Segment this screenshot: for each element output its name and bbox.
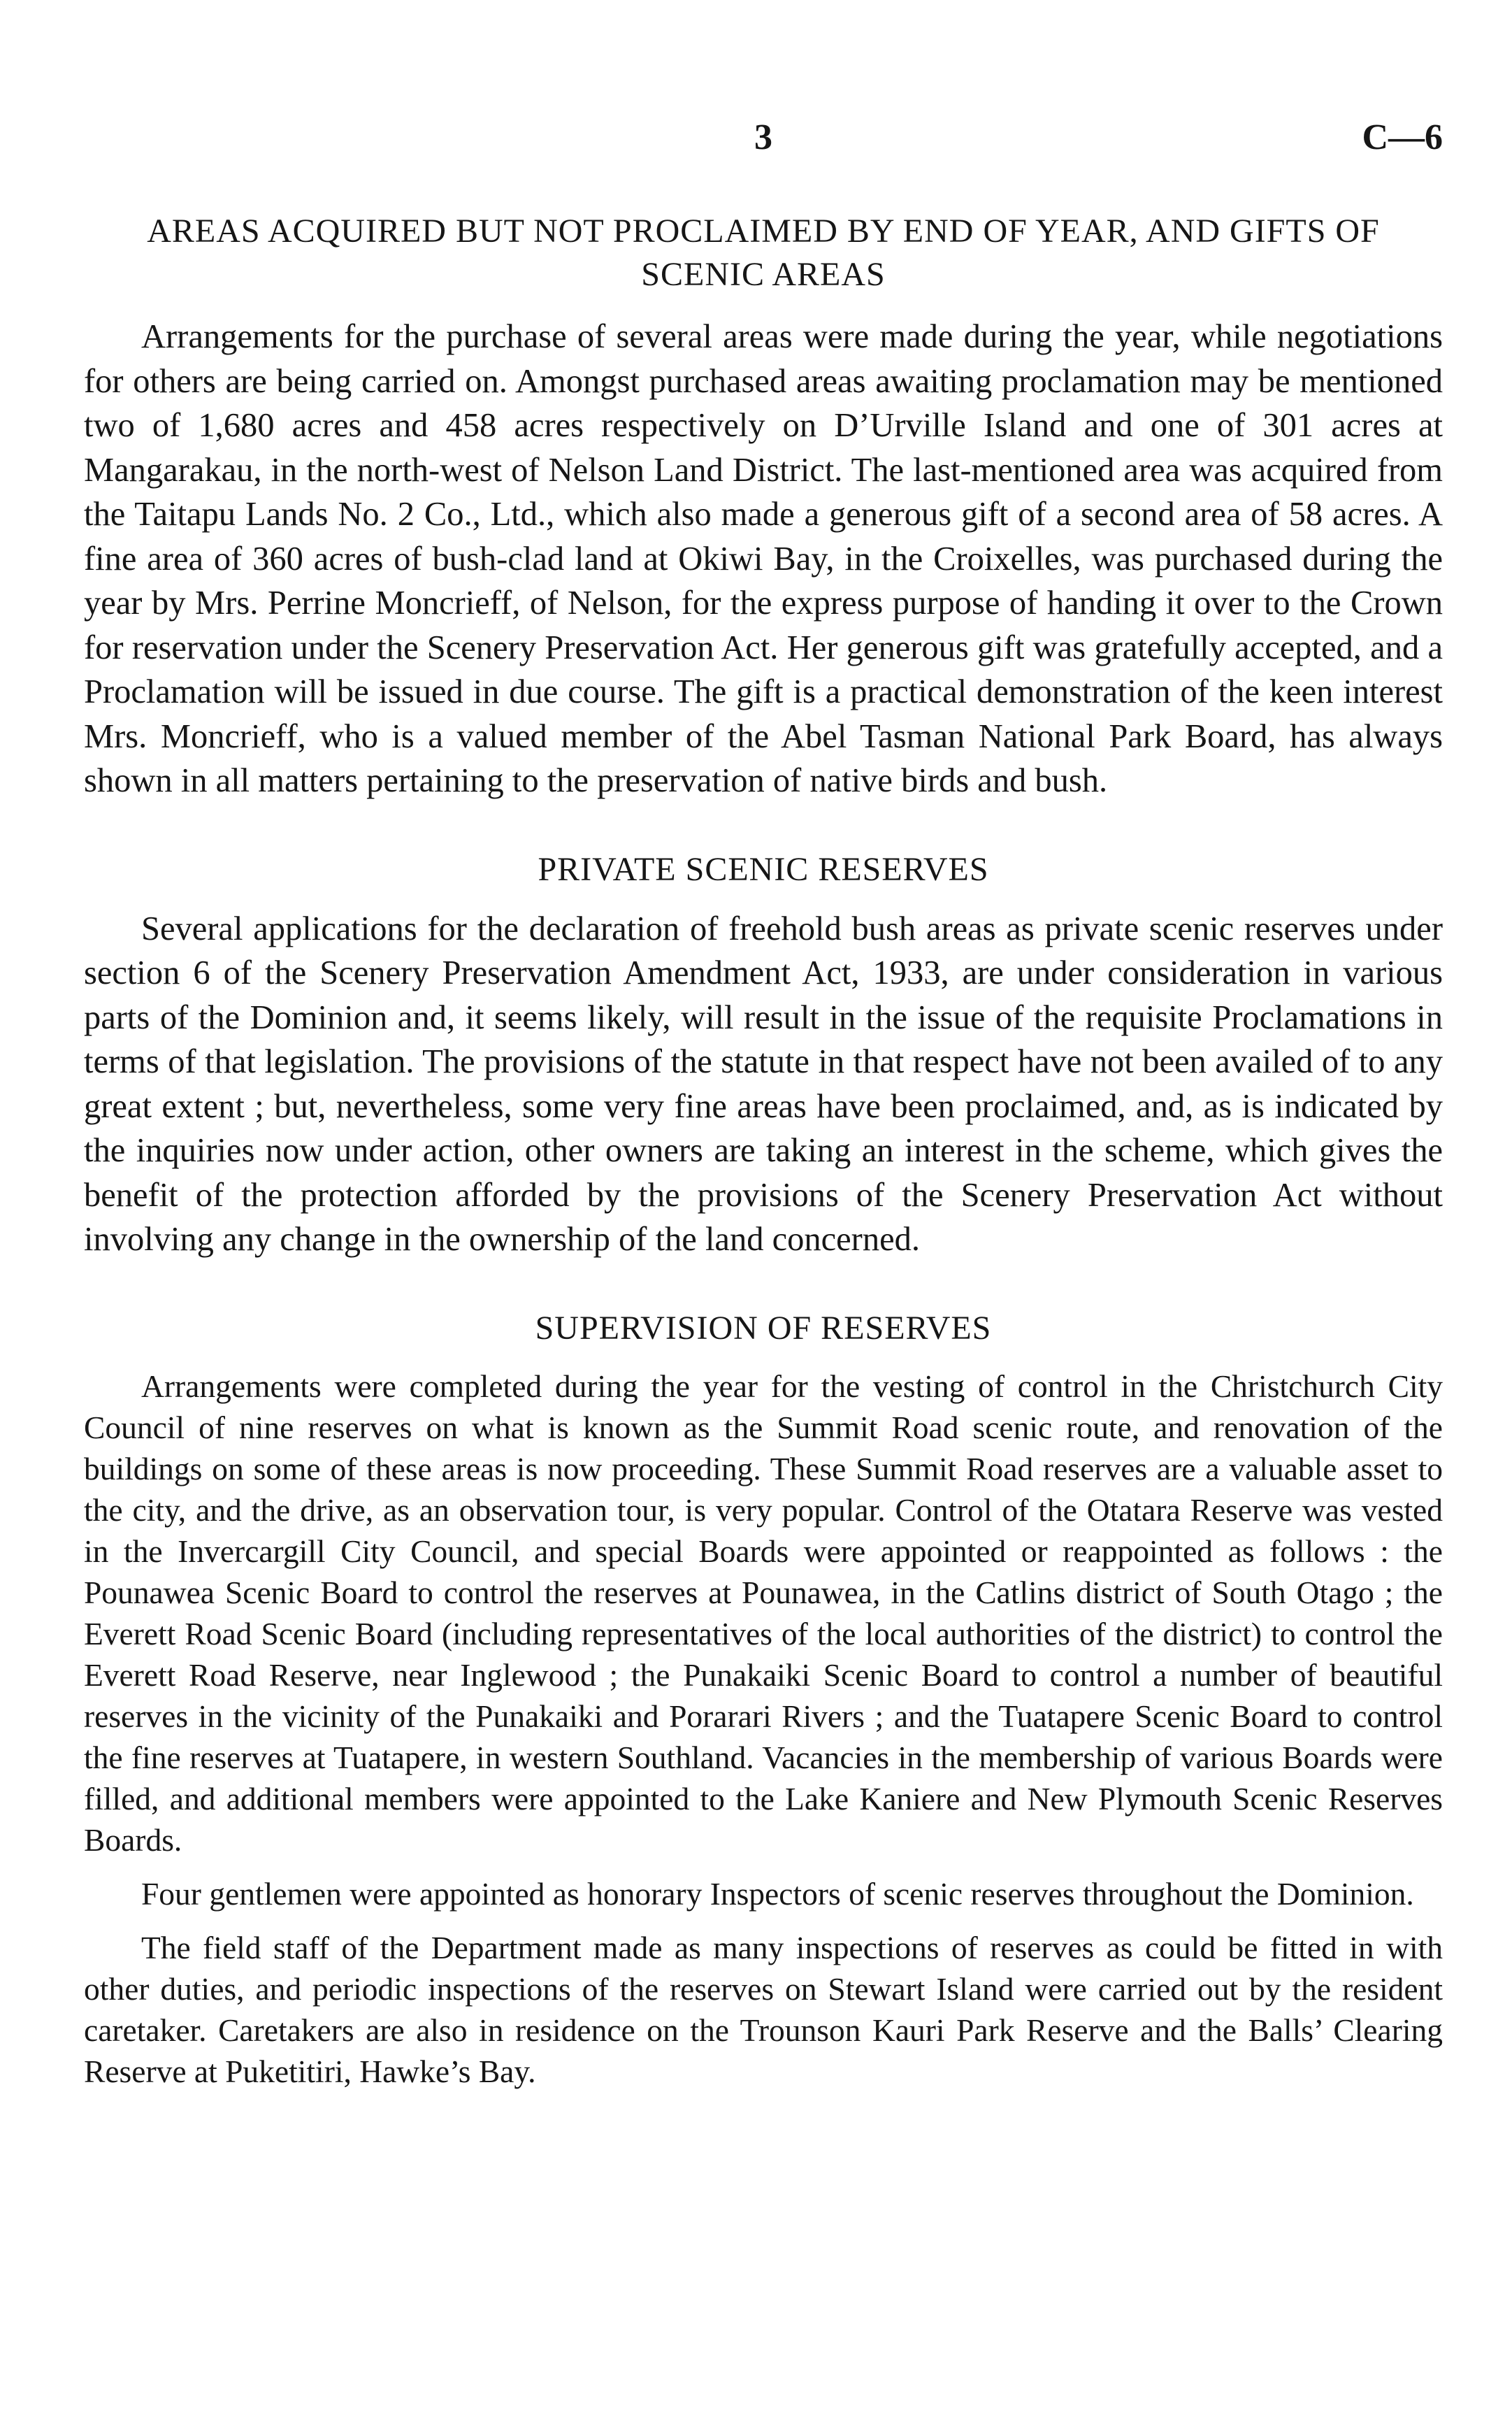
page-number: 3 <box>754 117 772 157</box>
section-areas-acquired <box>84 210 1443 803</box>
section-heading: AREAS ACQUIRED BUT NOT PROCLAIMED BY END OF YEAR, AND GIFTS OF SCENIC AREAS <box>147 213 1380 293</box>
document-code: C—6 <box>1362 117 1443 157</box>
body-paragraph: Several applications for the declaration of freehold bush areas as private scenic reserves under section 6 of the Scenery Preservation Amendment Act, 1933, are under consideration in various parts of the Dominion and, it seems likely, will result in the issue of the requisite Proclamations in terms of that legislation. The provisions of the statute in that respect have not been availed of to any great extent ; but, nevertheless, some very fine areas have been proclaimed, and, as is indicated by the inquiries now under action, other owners are taking an interest in the scheme, which gives the benefit of the protection afforded by the provisions of the Scenery Preservation Act without involving any change in the ownership of the land concerned. <box>84 910 1443 1258</box>
body-paragraph: Arrangements were completed during the year for the vesting of control in the Christchurch City Council of nine reserves on what is known as the Summit Road scenic route, and renovation of the buildings on some of these areas is now proceeding. These Summit Road reserves are a valuable asset to the city, and the drive, as an observation tour, is very popular. Control of the Otatara Reserve was vested in the Invercargill City Council, and special Boards were appointed or reappointed as follows : the Pounawea Scenic Board to control the reserves at Pounawea, in the Catlins district of South Otago ; the Everett Road Scenic Board (including representatives of the local authorities of the district) to control the Everett Road Reserve, near Inglewood ; the Punakaiki Scenic Board to control a number of beautiful reserves in the vicinity of the Punakaiki and Porarari Rivers ; and the Tuatapere Scenic Board to control the fine reserves at Tuatapere, in western Southland. Vacancies in the membership of various Boards were filled, and additional members were appointed to the Lake Kaniere and New Plymouth Scenic Reserves Boards. <box>84 1368 1443 1858</box>
page-content <box>84 210 1443 2092</box>
section-private-scenic-reserves <box>84 848 1443 1262</box>
section-heading: SUPERVISION OF RESERVES <box>535 1309 992 1347</box>
body-paragraph: Four gentlemen were appointed as honorary Inspectors of scenic reserves throughout the Dominion. <box>141 1875 1414 1912</box>
section-supervision-of-reserves <box>84 1307 1443 2092</box>
body-paragraph: The field staff of the Department made as many inspections of reserves as could be fitted in with other duties, and periodic inspections of the reserves on Stewart Island were carried out by the resident caretaker. Caretakers are also in residence on the Trounson Kauri Park Reserve and the Balls’ Clearing Reserve at Puketitiri, Hawke’s Bay. <box>84 1929 1443 2089</box>
body-paragraph: Arrangements for the purchase of several areas were made during the year, while negotiations for others are being carried on. Amongst purchased areas awaiting proclamation may be mentioned two of 1,680 acres and 458 acres respectively on D’Urville Island and one of 301 acres at Mangarakau, in the north-west of Nelson Land District. The last-mentioned area was acquired from the Taitapu Lands No. 2 Co., Ltd., which also made a generous gift of a second area of 58 acres. A fine area of 360 acres of bush-clad land at Okiwi Bay, in the Croixelles, was purchased during the year by Mrs. Perrine Moncrieff, of Nelson, for the express purpose of handing it over to the Crown for reservation under the Scenery Preservation Act. Her generous gift was gratefully accepted, and a Proclamation will be issued in due course. The gift is a practical demonstration of the keen interest Mrs. Moncrieff, who is a valued member of the Abel Tasman National Park Board, has always shown in all matters pertaining to the preservation of native birds and bush. <box>84 318 1443 799</box>
page-header <box>84 113 1443 162</box>
section-heading: PRIVATE SCENIC RESERVES <box>538 850 989 888</box>
